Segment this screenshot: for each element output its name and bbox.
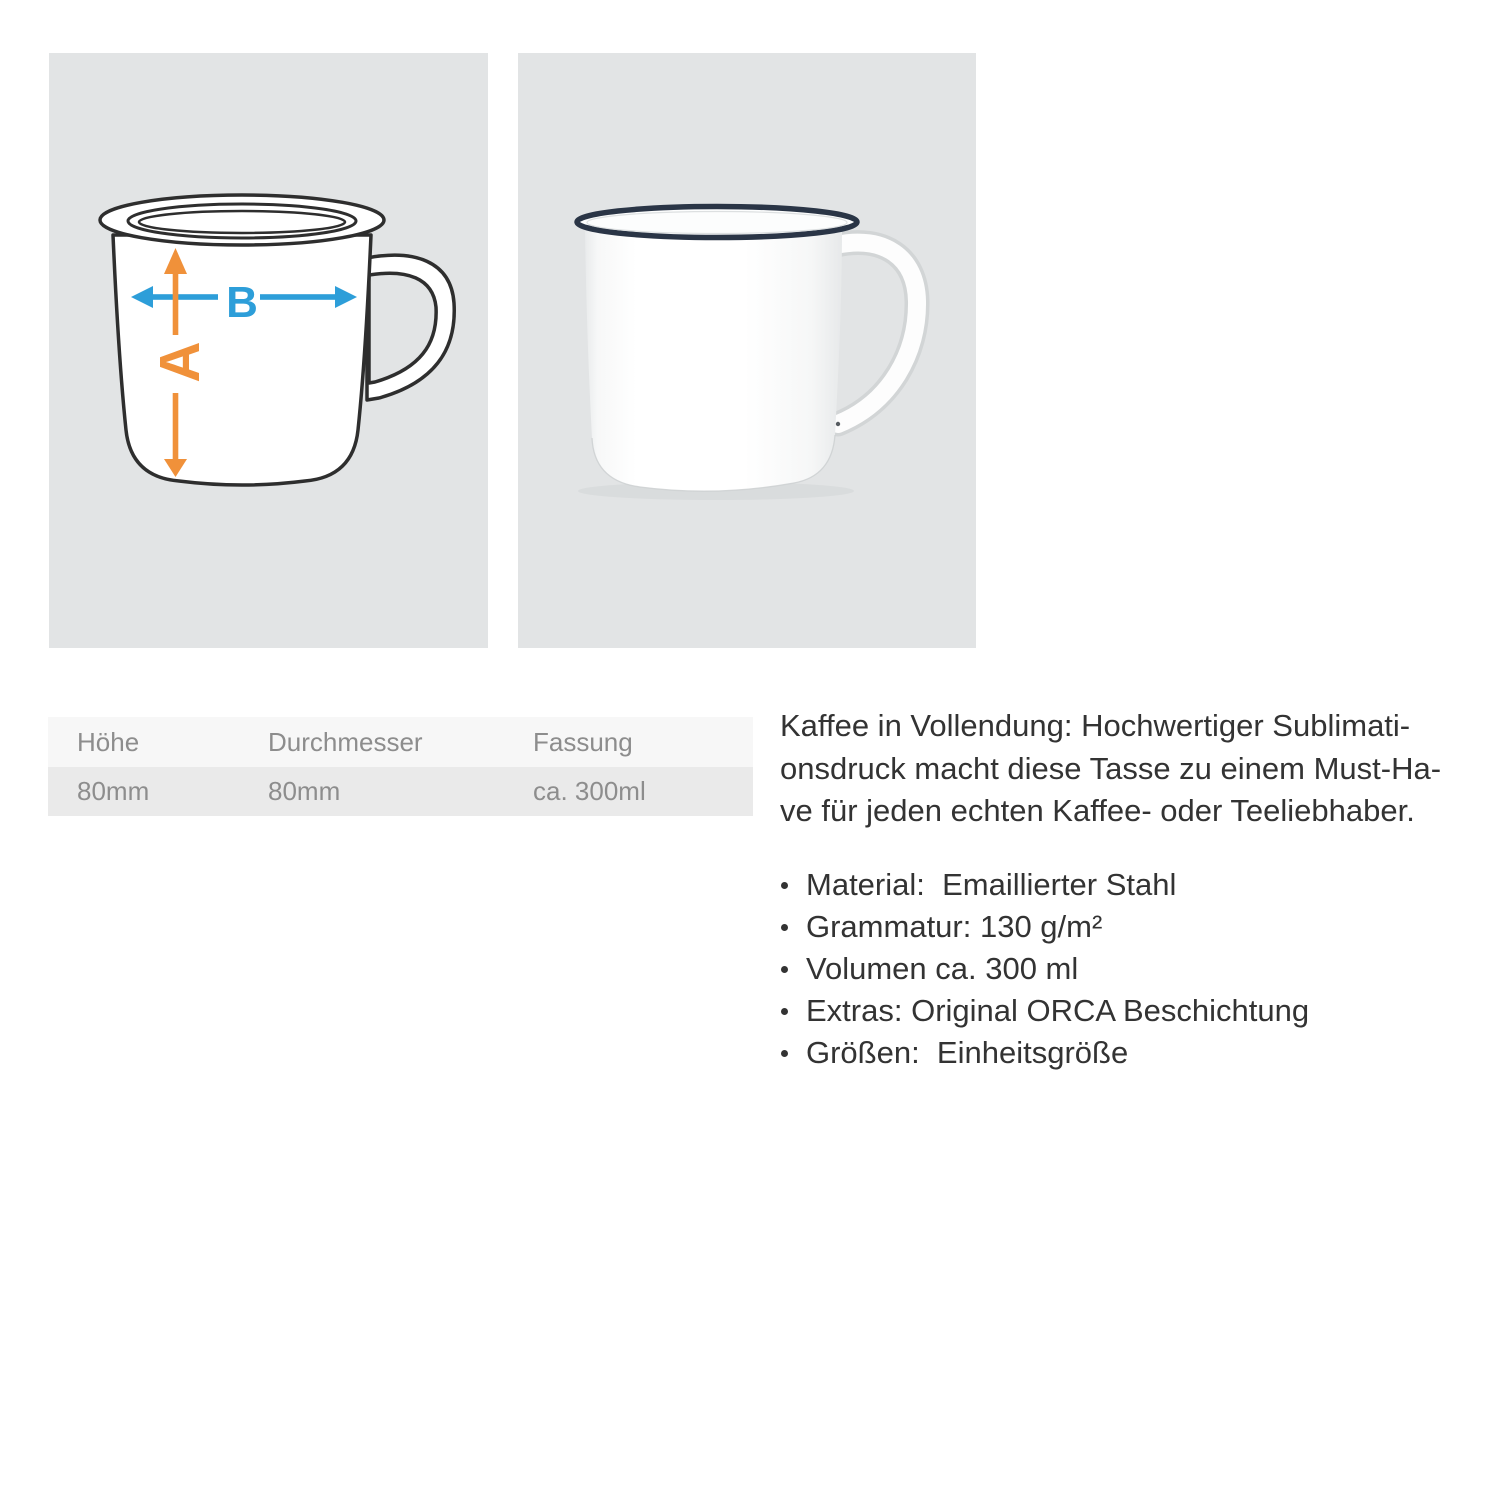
value-durchmesser: 80mm <box>268 776 341 806</box>
spec-list <box>780 864 1486 1074</box>
description-line: onsdruck macht diese Tasse zu einem Must-Ha- <box>780 750 1442 786</box>
spec-item-text: Größen: Einheitsgröße <box>806 1034 1129 1070</box>
arrow-line-top <box>173 272 179 335</box>
bullet-icon <box>781 966 788 973</box>
spec-item-groessen <box>780 1032 1486 1074</box>
spec-item-text: Material: Emaillierter Stahl <box>806 866 1177 902</box>
value-fassung: ca. 300ml <box>533 776 646 806</box>
bullet-icon <box>781 882 788 889</box>
mug-size-diagram <box>49 53 488 648</box>
header-hoehe: Höhe <box>77 726 140 757</box>
spec-item-grammatur <box>780 906 1486 948</box>
arrow-line-right <box>260 294 338 300</box>
size-table <box>48 717 753 816</box>
diameter-label: B <box>226 278 258 327</box>
bullet-icon <box>781 1050 788 1057</box>
height-label: A <box>148 341 212 383</box>
mug-photo-handle <box>835 242 917 426</box>
mug-photo-opening <box>587 212 847 234</box>
description-line: Kaffee in Vollendung: Hochwertiger Sublimati- <box>780 708 1411 743</box>
arrow-line-left <box>150 294 218 300</box>
mug-photo-body <box>585 229 842 491</box>
arrow-line-bottom <box>173 393 179 460</box>
spec-item-material <box>780 864 1486 906</box>
size-table-value-row <box>48 767 753 816</box>
spec-item-extras <box>780 990 1486 1032</box>
size-diagram-panel <box>49 53 488 648</box>
spec-item-text: Volumen ca. 300 ml <box>806 950 1079 986</box>
product-photo-panel <box>518 53 976 648</box>
bullet-icon <box>781 1008 788 1015</box>
description-line: ve für jeden echten Kaffee- oder Teeliebhaber. <box>780 793 1415 828</box>
spec-item-text: Extras: Original ORCA Beschichtung <box>806 992 1310 1028</box>
bullet-icon <box>781 924 788 931</box>
description-paragraph <box>780 705 1486 833</box>
size-table-header-row <box>48 717 753 767</box>
mug-outline <box>100 195 454 485</box>
header-durchmesser: Durchmesser <box>268 726 423 757</box>
value-hoehe: 80mm <box>77 776 150 806</box>
header-fassung: Fassung <box>533 726 633 757</box>
enamel-mug-photo <box>518 53 976 648</box>
spec-item-volumen <box>780 948 1486 990</box>
handle-rivet-bottom <box>836 422 840 426</box>
product-description <box>780 705 1486 1074</box>
spec-item-text: Grammatur: 130 g/m² <box>806 908 1103 944</box>
